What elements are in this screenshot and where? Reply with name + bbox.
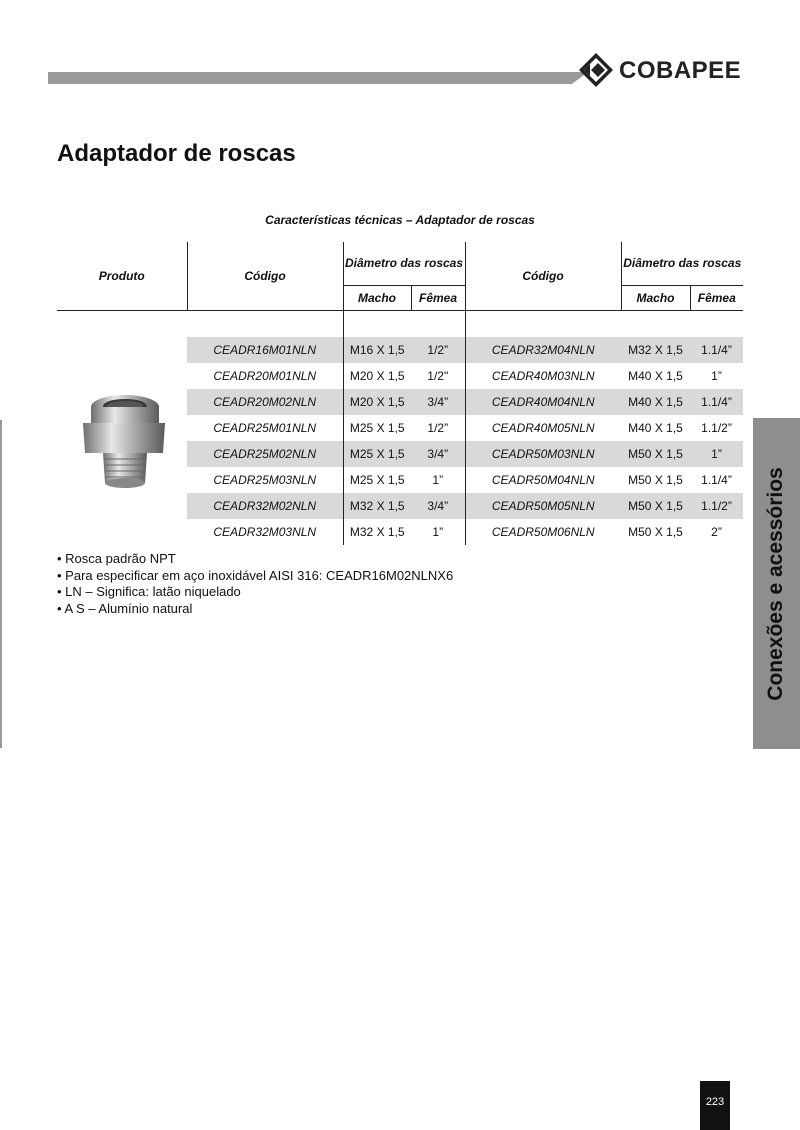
thread-size-cell: 1/2” <box>411 415 465 441</box>
product-code-cell: CEADR40M03NLN <box>491 368 595 383</box>
thread-size-cell: 1” <box>690 441 743 467</box>
thread-size-cell: 1” <box>411 467 465 493</box>
thread-size-cell: 2” <box>711 524 722 539</box>
product-code-cell: CEADR20M02NLN <box>187 389 343 415</box>
product-code-cell: CEADR40M04NLN <box>465 389 621 415</box>
thread-size-cell: M50 X 1,5 <box>628 524 683 539</box>
page-title: Adaptador de roscas <box>57 140 296 167</box>
product-code-cell: CEADR32M03NLN <box>187 519 343 545</box>
cobapee-logo-icon <box>578 52 614 88</box>
header-codigo-1: Código <box>187 242 343 310</box>
note-item: • Rosca padrão NPT <box>57 551 176 566</box>
thread-size-cell: 1” <box>411 519 465 545</box>
header-macho-2: Macho <box>621 285 690 310</box>
thread-size-cell: 3/4” <box>411 441 465 467</box>
product-code-cell: CEADR50M03NLN <box>465 441 621 467</box>
thread-size-cell: M32 X 1,5 <box>621 337 690 363</box>
product-code-cell: CEADR50M05NLN <box>465 493 621 519</box>
table-caption: Características técnicas – Adaptador de roscas <box>265 213 535 227</box>
product-code-cell: CEADR40M05NLN <box>491 420 595 435</box>
header-diametro-2: Diâmetro das roscas <box>621 242 743 285</box>
header-femea-2: Fêmea <box>690 285 743 310</box>
notes-list <box>57 551 453 617</box>
product-code-cell: CEADR50M04NLN <box>491 472 595 487</box>
thread-size-cell: 1.1/4” <box>690 337 743 363</box>
thread-size-cell: 1/2” <box>411 337 465 363</box>
page-number: 223 <box>700 1081 730 1130</box>
thread-size-cell: 3/4” <box>411 493 465 519</box>
header-macho-1: Macho <box>343 285 411 310</box>
note-item: • LN – Significa: latão niquelado <box>57 584 241 599</box>
thread-size-cell: M32 X 1,5 <box>349 524 405 539</box>
product-code-cell: CEADR16M01NLN <box>187 337 343 363</box>
thread-size-cell: M40 X 1,5 <box>621 389 690 415</box>
note-item: • Para especificar em aço inoxidável AISI 316: CEADR16M02NLNX6 <box>57 567 454 583</box>
brand-logo <box>578 52 748 88</box>
header-produto: Produto <box>57 242 187 310</box>
note-item: • A S – Alumínio natural <box>57 600 193 616</box>
thread-size-cell: 1.1/4” <box>701 472 732 487</box>
thread-size-cell: M25 X 1,5 <box>343 441 411 467</box>
thread-size-cell: M20 X 1,5 <box>343 389 411 415</box>
thread-size-cell: M50 X 1,5 <box>628 472 683 487</box>
thread-size-cell: M32 X 1,5 <box>343 493 411 519</box>
section-tab <box>753 418 800 749</box>
header-bar <box>48 72 588 84</box>
thread-size-cell: M25 X 1,5 <box>349 472 405 487</box>
header-diametro-1: Diâmetro das roscas <box>343 242 465 285</box>
header-codigo-2: Código <box>465 242 621 310</box>
spec-table <box>57 242 743 545</box>
table-row <box>57 337 743 363</box>
brand-name: COBAPEE <box>619 57 742 84</box>
thread-size-cell: M20 X 1,5 <box>349 368 405 383</box>
product-code-cell: CEADR50M06NLN <box>491 524 595 539</box>
thread-size-cell: M25 X 1,5 <box>349 420 405 435</box>
product-code-cell: CEADR20M01NLN <box>187 363 343 389</box>
thread-size-cell: 1.1/2” <box>701 420 732 435</box>
product-code-cell: CEADR32M02NLN <box>187 493 343 519</box>
thread-size-cell: 1” <box>711 368 722 383</box>
section-tab-label: Conexões e acessórios <box>764 467 787 701</box>
product-code-cell: CEADR25M03NLN <box>187 467 343 493</box>
thread-size-cell: M40 X 1,5 <box>628 368 683 383</box>
left-margin-line <box>0 420 2 748</box>
thread-size-cell: M50 X 1,5 <box>621 441 690 467</box>
product-code-cell: CEADR25M02NLN <box>187 441 343 467</box>
thread-size-cell: 1.1/4” <box>690 389 743 415</box>
thread-size-cell: 1.1/2” <box>690 493 743 519</box>
thread-size-cell: 3/4” <box>411 389 465 415</box>
thread-size-cell: M16 X 1,5 <box>343 337 411 363</box>
product-image-cell <box>57 337 187 545</box>
thread-size-cell: M50 X 1,5 <box>621 493 690 519</box>
thread-adapter-image <box>77 393 167 489</box>
header-femea-1: Fêmea <box>411 285 465 310</box>
thread-size-cell: 1/2" <box>411 363 465 389</box>
product-code-cell: CEADR25M01NLN <box>187 415 343 441</box>
thread-size-cell: M40 X 1,5 <box>628 420 683 435</box>
product-code-cell: CEADR32M04NLN <box>465 337 621 363</box>
